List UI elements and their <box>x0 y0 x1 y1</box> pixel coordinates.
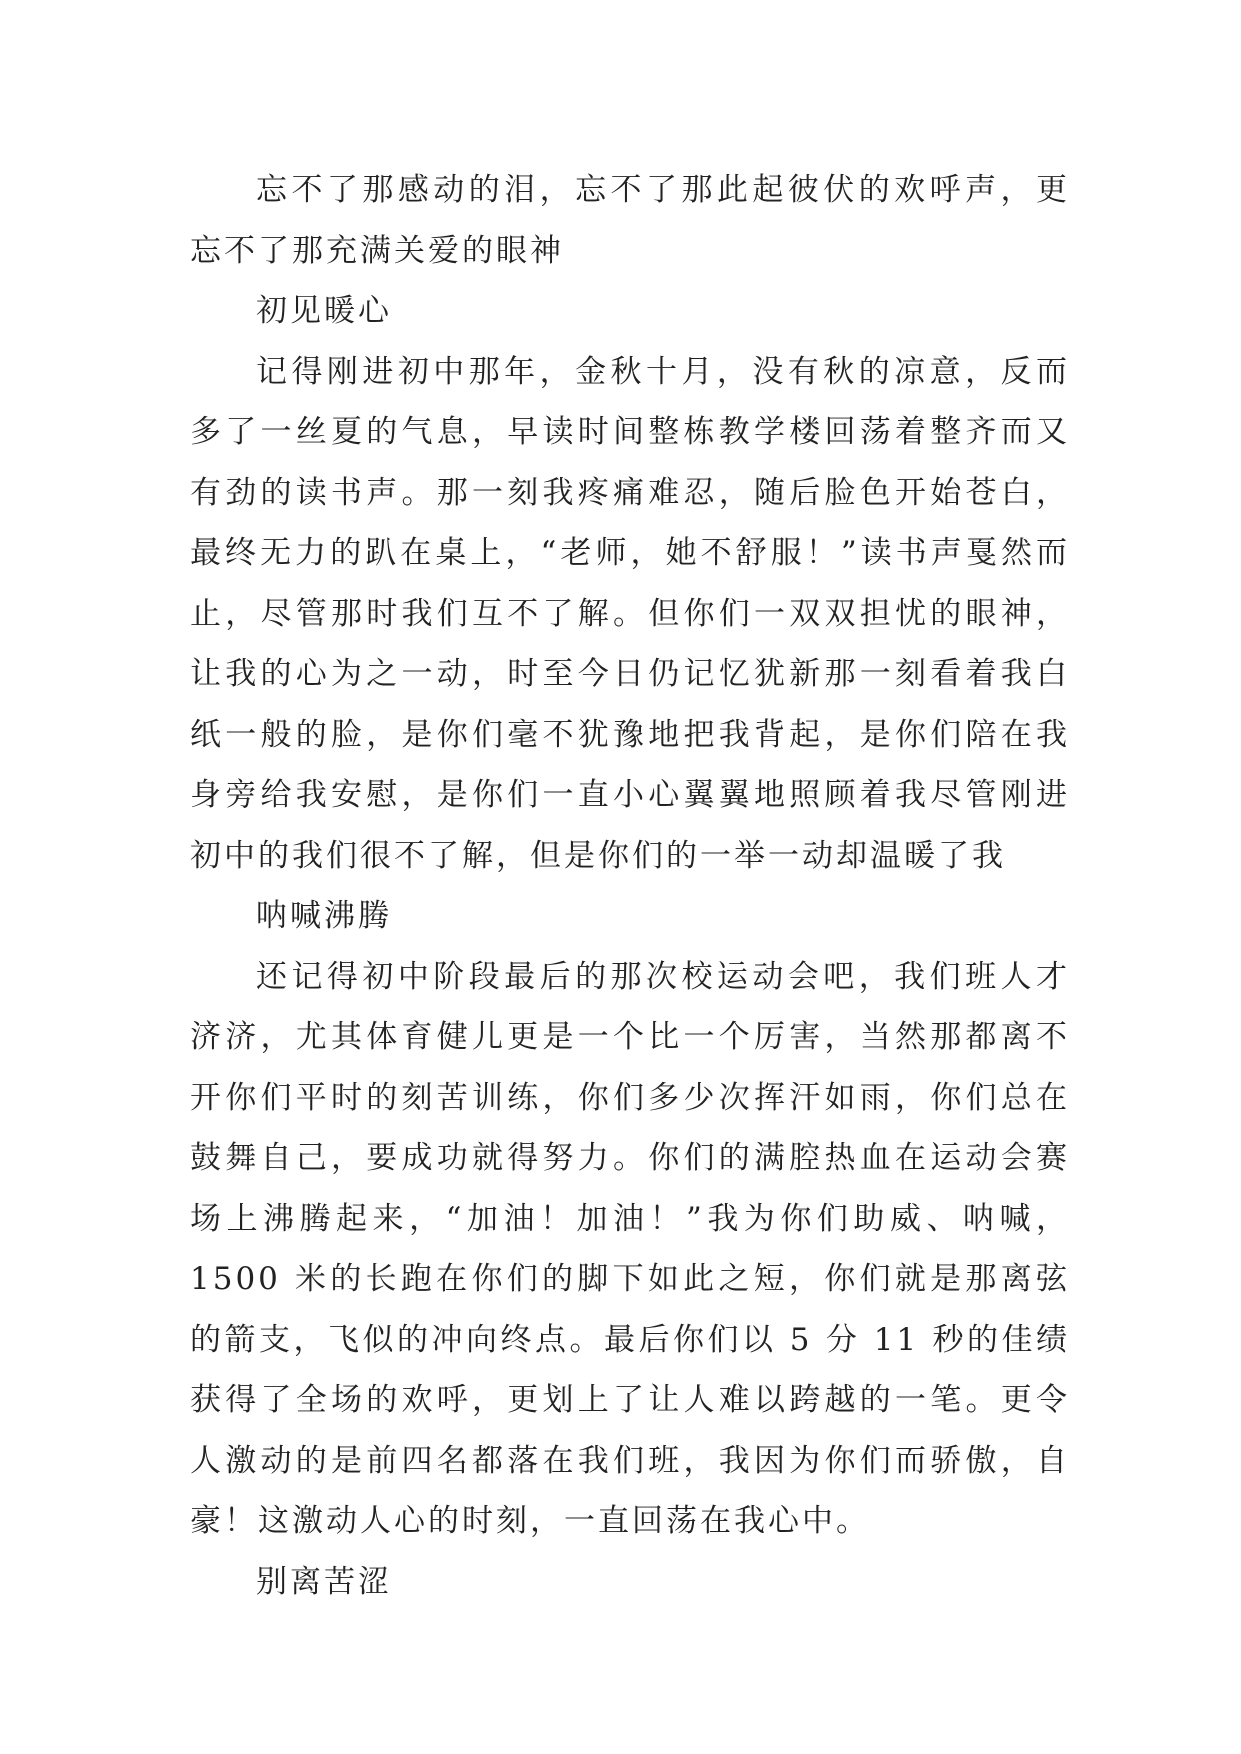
section-heading-first-meeting: 初见暖心 <box>256 293 392 329</box>
section-heading-cheering: 呐喊沸腾 <box>256 898 392 934</box>
section-heading-farewell: 别离苦涩 <box>256 1563 392 1600</box>
first-meeting-paragraph: 记得刚进初中那年，金秋十月，没有秋的凉意，反而多了一丝夏的气息，早读时间整栋教学楼回荡着整齐而又有劲的读书声。那一刻我疼痛难忍，随后脸色开始苍白，最终无力的趴在桌上，“老师，她不舒服！”读书声戛然而止，尽管那时我们互不了解。但你们一双双担忧的眼神，让我的心为之一动，时至今日仍记忆犹新那一刻看着我白纸一般的脸，是你们毫不犹豫地把我背起，是你们陪在我身旁给我安慰，是你们一直小心翼翼地照顾着我尽管刚进初中的我们很不了解，但是你们的一举一动却温暖了我 <box>190 353 1070 874</box>
cheering-paragraph: 还记得初中阶段最后的那次校运动会吧，我们班人才济济，尤其体育健儿更是一个比一个厉害，当然那都离不开你们平时的刻苦训练，你们多少次挥汗如雨，你们总在鼓舞自己，要成功就得努力。你们的满腔热血在运动会赛场上沸腾起来，“加油！加油！”我为你们助威、呐喊，1500 米的长跑在你们的脚下如此之短，你们就是那离弦的箭支，飞似的冲向终点。最后你们以 5 分 11 秒的佳绩获得了全场的欢呼，更划上了让人难以跨越的一笔。更令人激动的是前四名都落在我们班，我因为你们而骄傲，自豪！这激动人心的时刻，一直回荡在我心中。 <box>190 958 1070 1539</box>
intro-paragraph: 忘不了那感动的泪，忘不了那此起彼伏的欢呼声，更忘不了那充满关爱的眼神 <box>190 172 1070 269</box>
document-body <box>190 160 1070 1612</box>
